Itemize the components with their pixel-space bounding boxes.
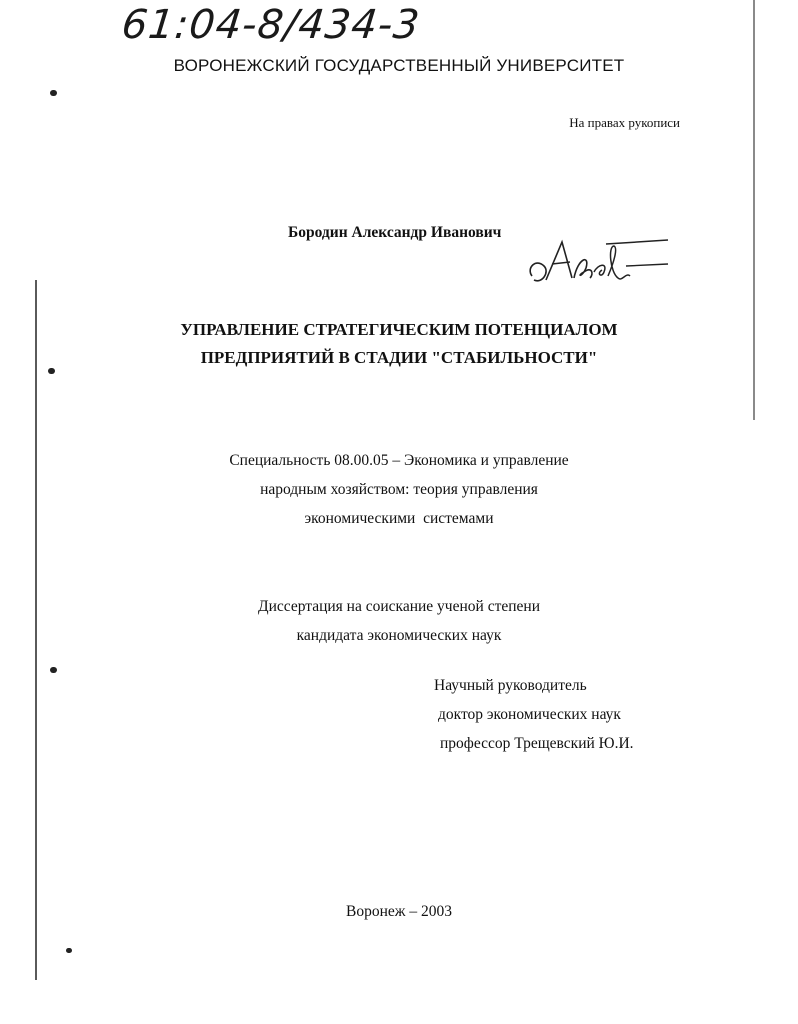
dissertation-title (0, 316, 798, 372)
scan-speck (50, 667, 57, 673)
advisor-degree: доктор экономических наук (438, 706, 621, 723)
scan-speck (50, 90, 57, 96)
degree-line: Диссертация на соискание ученой степени (258, 598, 540, 615)
specialty-line: экономическими системами (304, 510, 494, 527)
specialty-line: народным хозяйством: теория управления (260, 481, 538, 498)
manuscript-rights-note: На правах рукописи (569, 115, 680, 130)
specialty-line: Специальность 08.00.05 – Экономика и управление (229, 452, 569, 469)
advisor-role: Научный руководитель (434, 677, 587, 694)
degree-block (0, 592, 798, 650)
archive-code: 61:04-8/434-3 (119, 2, 423, 48)
author-name: Бородин Александр Иванович (288, 224, 502, 241)
advisor-name: профессор Трещевский Ю.И. (440, 735, 634, 752)
handwritten-signature-icon (522, 232, 672, 294)
title-line: УПРАВЛЕНИЕ СТРАТЕГИЧЕСКИМ ПОТЕНЦИАЛОМ (180, 320, 618, 339)
title-line: ПРЕДПРИЯТИЙ В СТАДИИ "СТАБИЛЬНОСТИ" (200, 348, 598, 367)
scan-speck (66, 948, 72, 953)
degree-line: кандидата экономических наук (296, 627, 502, 644)
place-and-year: Воронеж – 2003 (346, 903, 452, 920)
specialty-block (0, 446, 798, 533)
university-name: ВОРОНЕЖСКИЙ ГОСУДАРСТВЕННЫЙ УНИВЕРСИТЕТ (173, 56, 625, 75)
